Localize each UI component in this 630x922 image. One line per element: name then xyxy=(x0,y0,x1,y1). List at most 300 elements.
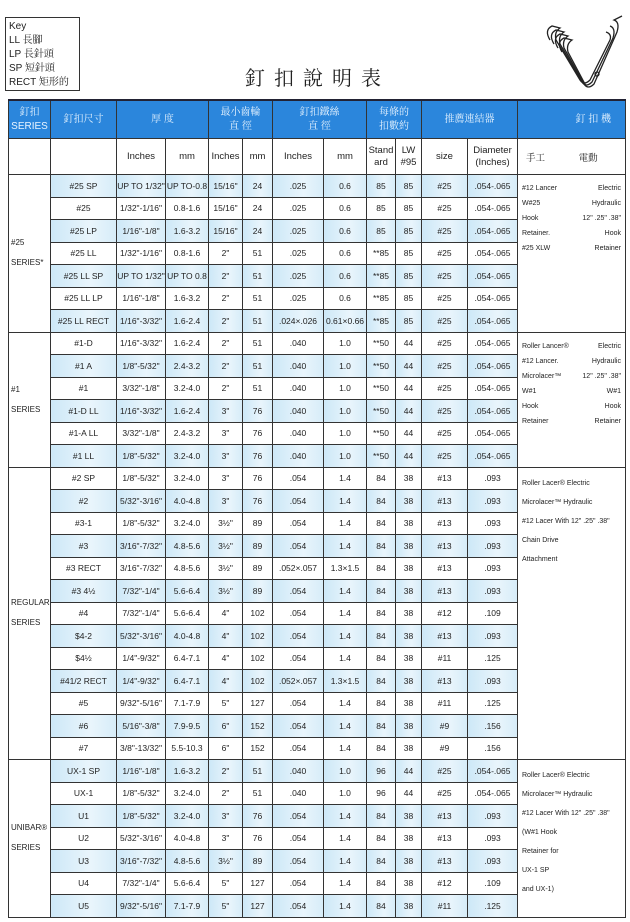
cell: 1.6-3.2 xyxy=(166,760,209,783)
cell: 2.4-3.2 xyxy=(166,422,209,445)
cell: .054-.065 xyxy=(468,175,518,198)
cell: #3 xyxy=(51,535,117,558)
cell: #13 xyxy=(422,535,468,558)
cell: 2" xyxy=(209,242,243,265)
cell: .054-.065 xyxy=(468,782,518,805)
cell: 1.4 xyxy=(324,580,367,603)
key-item: RECT 矩形的 xyxy=(9,77,69,88)
cell: U5 xyxy=(51,895,117,918)
machine-line: Microlacer™ Hydraulic xyxy=(522,791,593,798)
cell: #11 xyxy=(422,895,468,918)
cell: .040 xyxy=(273,782,324,805)
cell: 3/32"-1/8" xyxy=(117,422,166,445)
cell: 84 xyxy=(367,647,396,670)
cell: 38 xyxy=(396,490,422,513)
cell: 51 xyxy=(243,377,273,400)
cell: 84 xyxy=(367,827,396,850)
cell: #13 xyxy=(422,827,468,850)
manual-machine: #12 Lancer. xyxy=(522,357,559,365)
cell: 89 xyxy=(243,512,273,535)
cell: 0.8-1.6 xyxy=(166,242,209,265)
cell: .054 xyxy=(273,467,324,490)
cell: 1/32"-1/16" xyxy=(117,197,166,220)
cell: 89 xyxy=(243,580,273,603)
cell: 1/8"-5/32" xyxy=(117,512,166,535)
cell: 24 xyxy=(243,197,273,220)
cell: **50 xyxy=(367,332,396,355)
unit-label: LW #95 xyxy=(396,139,422,175)
machine-pair xyxy=(522,414,621,429)
cell: **85 xyxy=(367,287,396,310)
cell: 51 xyxy=(243,265,273,288)
machine-pair xyxy=(522,369,621,384)
cell: .054-.065 xyxy=(468,287,518,310)
cell: .109 xyxy=(468,872,518,895)
cell: 76 xyxy=(243,805,273,828)
machine-line: Microlacer™ Hydraulic xyxy=(522,498,593,506)
cell: #1-A LL xyxy=(51,422,117,445)
cell: 38 xyxy=(396,647,422,670)
cell: 127 xyxy=(243,692,273,715)
cell: 4.8-5.6 xyxy=(166,557,209,580)
cell: .040 xyxy=(273,760,324,783)
cell: 1/16"-3/32" xyxy=(117,332,166,355)
header-connector: 推薦連結器 xyxy=(422,100,518,139)
cell: 5.6-6.4 xyxy=(166,872,209,895)
cell: 3" xyxy=(209,827,243,850)
cell: 3.2-4.0 xyxy=(166,512,209,535)
cell: #2 SP xyxy=(51,467,117,490)
cell: .093 xyxy=(468,490,518,513)
cell: 4" xyxy=(209,602,243,625)
cell: .054 xyxy=(273,827,324,850)
cell: 84 xyxy=(367,512,396,535)
cell: 38 xyxy=(396,535,422,558)
cell: #2 xyxy=(51,490,117,513)
cell: 3.2-4.0 xyxy=(166,805,209,828)
cell: 96 xyxy=(367,782,396,805)
cell: #12 xyxy=(422,602,468,625)
cell: 85 xyxy=(396,265,422,288)
cell: 4" xyxy=(209,647,243,670)
cell: 102 xyxy=(243,625,273,648)
cell: 1/8"-5/32" xyxy=(117,782,166,805)
cell: 0.61×0.66 xyxy=(324,310,367,333)
table-row xyxy=(9,760,626,783)
unit-label: mm xyxy=(243,139,273,175)
cell: 1/8"-5/32" xyxy=(117,355,166,378)
table-row xyxy=(9,175,626,198)
cell: 84 xyxy=(367,557,396,580)
cell: 85 xyxy=(367,197,396,220)
machine-pair xyxy=(522,181,621,196)
cell: 84 xyxy=(367,625,396,648)
cell: **50 xyxy=(367,377,396,400)
cell: 7.1-7.9 xyxy=(166,895,209,918)
machine-pair xyxy=(522,384,621,399)
manual-machine: Hook xyxy=(522,402,539,410)
cell: 1.4 xyxy=(324,827,367,850)
cell: .054 xyxy=(273,535,324,558)
cell: 152 xyxy=(243,737,273,760)
cell: UX-1 xyxy=(51,782,117,805)
cell: .093 xyxy=(468,625,518,648)
cell: 3/32"-1/8" xyxy=(117,377,166,400)
power-machine: Hydraulic xyxy=(591,357,621,365)
cell: 3.2-4.0 xyxy=(166,467,209,490)
cell: .054 xyxy=(273,602,324,625)
cell: **50 xyxy=(367,355,396,378)
cell: #3 4½ xyxy=(51,580,117,603)
cell: 152 xyxy=(243,715,273,738)
cell: 1.0 xyxy=(324,422,367,445)
units-row xyxy=(9,139,626,175)
cell: 3½" xyxy=(209,850,243,873)
machine-info xyxy=(518,760,626,918)
cell: 85 xyxy=(396,175,422,198)
cell: #9 xyxy=(422,737,468,760)
cell: 0.6 xyxy=(324,265,367,288)
cell: 5.6-6.4 xyxy=(166,580,209,603)
cell: 3.2-4.0 xyxy=(166,445,209,468)
cell: 6.4-7.1 xyxy=(166,670,209,693)
cell: 38 xyxy=(396,467,422,490)
cell: .025 xyxy=(273,175,324,198)
cell: #13 xyxy=(422,850,468,873)
cell: 6" xyxy=(209,715,243,738)
cell: 3" xyxy=(209,490,243,513)
cell: 7/32"-1/4" xyxy=(117,580,166,603)
cell: #13 xyxy=(422,625,468,648)
cell: 51 xyxy=(243,242,273,265)
cell: .054 xyxy=(273,692,324,715)
cell: **85 xyxy=(367,242,396,265)
cell: 76 xyxy=(243,422,273,445)
cell: 1.0 xyxy=(324,760,367,783)
cell: 4.0-4.8 xyxy=(166,490,209,513)
unit-label: Inches xyxy=(273,139,324,175)
cell: 1.4 xyxy=(324,850,367,873)
cell: #4 xyxy=(51,602,117,625)
unit-label: Stand ard xyxy=(367,139,396,175)
cell: 5.6-6.4 xyxy=(166,602,209,625)
cell: 84 xyxy=(367,602,396,625)
machine-pair xyxy=(522,339,621,354)
cell: 1/4"-9/32" xyxy=(117,670,166,693)
cell: 7.9-9.5 xyxy=(166,715,209,738)
cell: .054 xyxy=(273,580,324,603)
header-wire: 釘扣鐵絲 直 徑 xyxy=(273,100,367,139)
cell: 84 xyxy=(367,850,396,873)
cell: U2 xyxy=(51,827,117,850)
cell: .024×.026 xyxy=(273,310,324,333)
cell: #3 RECT xyxy=(51,557,117,580)
cell: 7/32"-1/4" xyxy=(117,872,166,895)
cell: U3 xyxy=(51,850,117,873)
machine-info xyxy=(518,467,626,760)
cell: UX-1 SP xyxy=(51,760,117,783)
key-title: Key xyxy=(9,21,27,32)
cell: 1.4 xyxy=(324,647,367,670)
cell: 1/16"-1/8" xyxy=(117,220,166,243)
cell: $4-2 xyxy=(51,625,117,648)
header-thickness: 厚 度 xyxy=(117,100,209,139)
cell: 1.0 xyxy=(324,355,367,378)
cell: UP TO 1/32" xyxy=(117,265,166,288)
cell: 89 xyxy=(243,557,273,580)
unit-label: mm xyxy=(324,139,367,175)
manual-machine: #12 Lancer xyxy=(522,185,558,192)
cell: 1.4 xyxy=(324,490,367,513)
cell: 84 xyxy=(367,670,396,693)
cell: .040 xyxy=(273,355,324,378)
cell: UP TO-0.8 xyxy=(166,175,209,198)
cell: 1.4 xyxy=(324,535,367,558)
cell: 51 xyxy=(243,782,273,805)
cell: .040 xyxy=(273,422,324,445)
cell: #25 xyxy=(422,377,468,400)
cell: .054 xyxy=(273,625,324,648)
cell: 1.3×1.5 xyxy=(324,557,367,580)
machine-line: #12 Lacer With 12" .25" .38" xyxy=(522,517,610,525)
cell: 7.1-7.9 xyxy=(166,692,209,715)
header-min-pulley: 最小齒輪 直 徑 xyxy=(209,100,273,139)
cell: #25 xyxy=(422,287,468,310)
unit-label: size xyxy=(422,139,468,175)
cell: **85 xyxy=(367,265,396,288)
cell: 102 xyxy=(243,670,273,693)
cell: 2" xyxy=(209,782,243,805)
cell: #11 xyxy=(422,692,468,715)
cell: .025 xyxy=(273,197,324,220)
cell: 24 xyxy=(243,220,273,243)
cell: 9/32"-5/16" xyxy=(117,692,166,715)
cell: 44 xyxy=(396,760,422,783)
power-machine: Hook xyxy=(604,402,621,410)
cell: 2" xyxy=(209,310,243,333)
power-machine: 12" .25" .38" xyxy=(582,372,621,380)
table-row xyxy=(9,332,626,355)
cell: .054-.065 xyxy=(468,310,518,333)
cell: #25 xyxy=(422,782,468,805)
cell: .052×.057 xyxy=(273,670,324,693)
cell: 2.4-3.2 xyxy=(166,355,209,378)
cell: #25 xyxy=(422,760,468,783)
cell: 1.0 xyxy=(324,445,367,468)
cell: 3" xyxy=(209,467,243,490)
cell: 0.6 xyxy=(324,242,367,265)
cell: 1/16"-1/8" xyxy=(117,760,166,783)
cell: .054 xyxy=(273,895,324,918)
cell: .093 xyxy=(468,557,518,580)
cell: .093 xyxy=(468,805,518,828)
cell: 1.6-2.4 xyxy=(166,332,209,355)
unit-label: Inches xyxy=(117,139,166,175)
cell: .054 xyxy=(273,737,324,760)
cell: 4" xyxy=(209,625,243,648)
cell: 102 xyxy=(243,602,273,625)
cell: 1.4 xyxy=(324,715,367,738)
power-machine: Electric xyxy=(598,342,621,350)
cell: 1.6-2.4 xyxy=(166,310,209,333)
cell: 4.0-4.8 xyxy=(166,827,209,850)
cell: 84 xyxy=(367,805,396,828)
cell: 3/16"-7/32" xyxy=(117,850,166,873)
cell: #13 xyxy=(422,670,468,693)
cell: 1.0 xyxy=(324,400,367,423)
cell: 2" xyxy=(209,332,243,355)
cell: 1.6-3.2 xyxy=(166,287,209,310)
cell: **85 xyxy=(367,310,396,333)
cell: 84 xyxy=(367,715,396,738)
power-machine: W#1 xyxy=(606,387,621,395)
cell: 38 xyxy=(396,805,422,828)
cell: .054-.065 xyxy=(468,332,518,355)
cell: 2" xyxy=(209,760,243,783)
cell: .054-.065 xyxy=(468,445,518,468)
cell: .054-.065 xyxy=(468,265,518,288)
cell: .054-.065 xyxy=(468,220,518,243)
cell: 85 xyxy=(367,220,396,243)
cell: 5/16"-3/8" xyxy=(117,715,166,738)
cell: 4" xyxy=(209,670,243,693)
cell: 1.4 xyxy=(324,512,367,535)
cell: 5" xyxy=(209,692,243,715)
cell: #13 xyxy=(422,580,468,603)
unit-label-power: 電動 xyxy=(578,152,598,164)
cell: 84 xyxy=(367,692,396,715)
machine-pair xyxy=(522,226,621,241)
power-machine: Hydraulic xyxy=(591,200,621,207)
cell: 3" xyxy=(209,422,243,445)
cell: 3½" xyxy=(209,535,243,558)
cell: .054 xyxy=(273,490,324,513)
cell: 84 xyxy=(367,580,396,603)
cell: 76 xyxy=(243,490,273,513)
cell: 96 xyxy=(367,760,396,783)
manual-machine: W#25 xyxy=(522,200,541,207)
power-machine: Retainer xyxy=(594,245,621,252)
cell: 6.4-7.1 xyxy=(166,647,209,670)
cell: 85 xyxy=(396,310,422,333)
cell: .025 xyxy=(273,287,324,310)
cell: .093 xyxy=(468,670,518,693)
cell: #13 xyxy=(422,467,468,490)
cell: 85 xyxy=(396,287,422,310)
cell: #25 xyxy=(422,175,468,198)
cell: U1 xyxy=(51,805,117,828)
cell: 4.8-5.6 xyxy=(166,535,209,558)
cell: 76 xyxy=(243,400,273,423)
cell: 4.8-5.6 xyxy=(166,850,209,873)
cell: 5.5-10.3 xyxy=(166,737,209,760)
cell: #25 xyxy=(422,197,468,220)
cell: #25 LL xyxy=(51,242,117,265)
table-row xyxy=(9,467,626,490)
cell: 3" xyxy=(209,805,243,828)
cell: 76 xyxy=(243,467,273,490)
cell: 1/16"-3/32" xyxy=(117,400,166,423)
cell: **50 xyxy=(367,400,396,423)
cell: 38 xyxy=(396,827,422,850)
cell: #25 LL LP xyxy=(51,287,117,310)
cell: 7/32"-1/4" xyxy=(117,602,166,625)
cell: 6" xyxy=(209,737,243,760)
cell: 5/32"-3/16" xyxy=(117,625,166,648)
cell: 76 xyxy=(243,827,273,850)
cell: 1.4 xyxy=(324,895,367,918)
cell: .025 xyxy=(273,242,324,265)
cell: #13 xyxy=(422,805,468,828)
cell: 85 xyxy=(396,197,422,220)
cell: U4 xyxy=(51,872,117,895)
cell: 15/16" xyxy=(209,197,243,220)
machine-pair xyxy=(522,399,621,414)
cell: 1.4 xyxy=(324,602,367,625)
cell: .054-.065 xyxy=(468,400,518,423)
cell: 44 xyxy=(396,422,422,445)
cell: 0.6 xyxy=(324,197,367,220)
cell: #1 A xyxy=(51,355,117,378)
cell: 3" xyxy=(209,445,243,468)
unit-label: mm xyxy=(166,139,209,175)
cell: .093 xyxy=(468,827,518,850)
cell: 44 xyxy=(396,377,422,400)
cell: 85 xyxy=(396,242,422,265)
cell: $4½ xyxy=(51,647,117,670)
cell: .093 xyxy=(468,850,518,873)
machine-pair xyxy=(522,196,621,211)
cell: 84 xyxy=(367,535,396,558)
series-label: #25 SERIES* xyxy=(9,175,51,333)
cell: 5/32"-3/16" xyxy=(117,490,166,513)
cell: 84 xyxy=(367,737,396,760)
cell: 1/32"-1/16" xyxy=(117,242,166,265)
cell: #3-1 xyxy=(51,512,117,535)
cell: 89 xyxy=(243,535,273,558)
cell: #25 SP xyxy=(51,175,117,198)
cell: 1.4 xyxy=(324,737,367,760)
key-legend xyxy=(5,17,80,91)
cell: #25 xyxy=(422,242,468,265)
cell: #9 xyxy=(422,715,468,738)
manual-machine: Hook xyxy=(522,215,539,222)
cell: .040 xyxy=(273,377,324,400)
cell: 44 xyxy=(396,355,422,378)
cell: .093 xyxy=(468,535,518,558)
machine-pair xyxy=(522,354,621,369)
cell: 5" xyxy=(209,895,243,918)
cell: .093 xyxy=(468,467,518,490)
cell: 1.6-3.2 xyxy=(166,220,209,243)
cell: #25 xyxy=(422,220,468,243)
cell: 38 xyxy=(396,557,422,580)
cell: 127 xyxy=(243,895,273,918)
cell: #1 xyxy=(51,377,117,400)
cell: 127 xyxy=(243,872,273,895)
cell: 51 xyxy=(243,355,273,378)
cell: #25 xyxy=(422,400,468,423)
machine-line: Chain Drive xyxy=(522,536,559,544)
series-label: REGULAR SERIES xyxy=(9,467,51,760)
cell: #25 xyxy=(422,445,468,468)
machine-line: Roller Lacer® Electric xyxy=(522,772,590,779)
cell: 84 xyxy=(367,490,396,513)
cell: .054 xyxy=(273,805,324,828)
header-series: 釘扣 SERIES xyxy=(9,100,51,139)
header-size: 釘扣尺寸 xyxy=(51,100,117,139)
cell: 1.4 xyxy=(324,692,367,715)
